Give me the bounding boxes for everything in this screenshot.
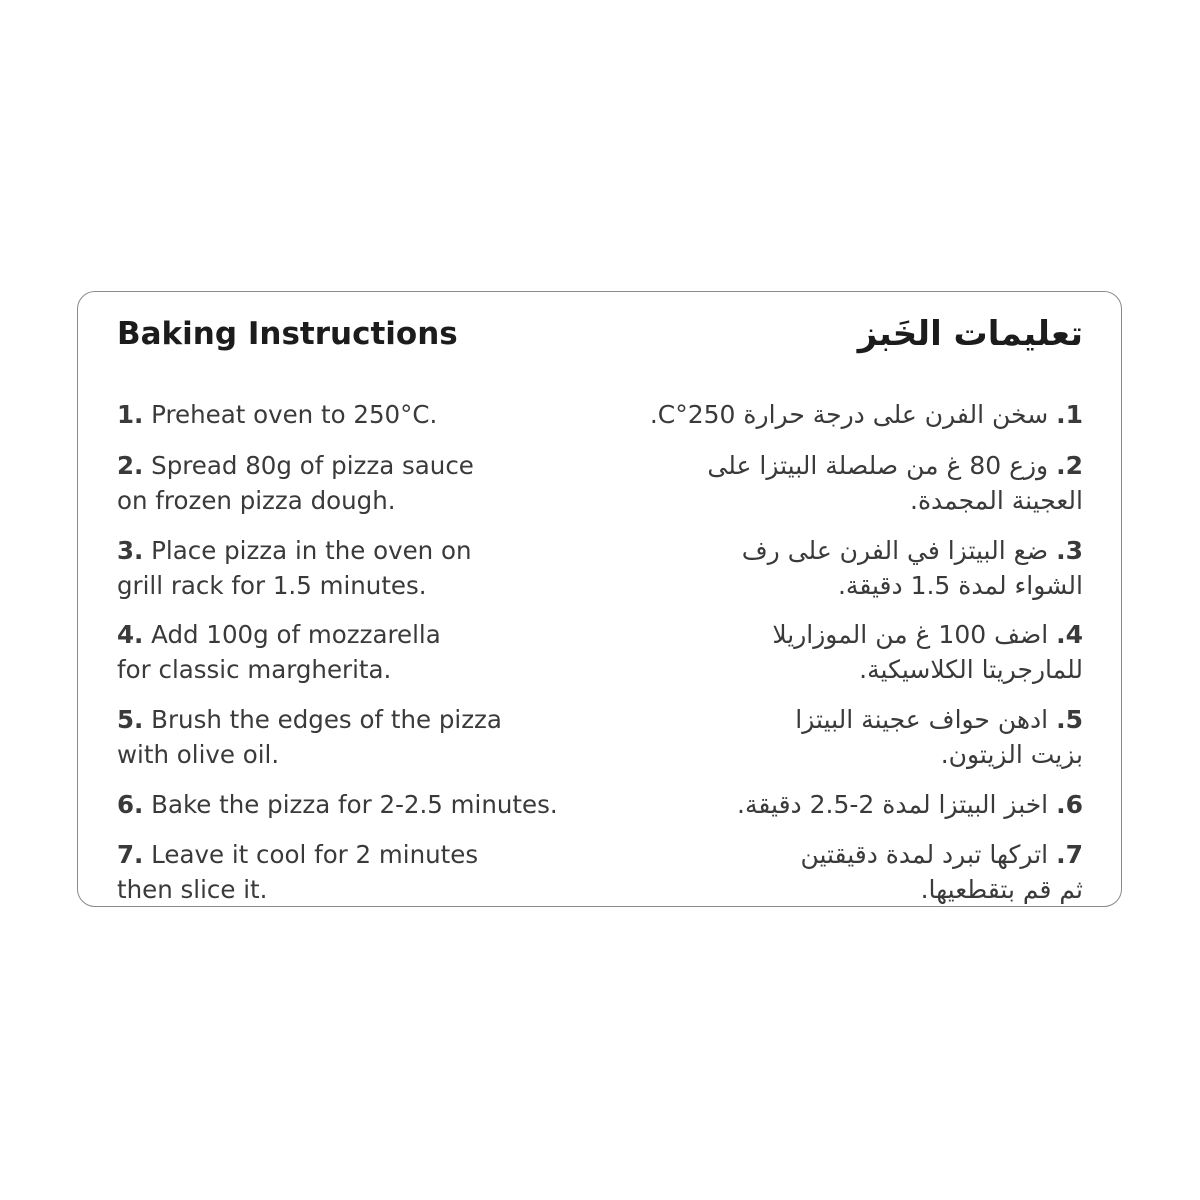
step-text-line2: on frozen pizza dough.	[117, 485, 396, 515]
step-text: سخن الفرن على درجة حرارة 250°C.	[649, 400, 1049, 429]
step-text: اضف 100 غ من الموزاريلا	[772, 620, 1049, 649]
step-text-line2: للمارجريتا الكلاسيكية.	[859, 654, 1083, 684]
english-step-6	[117, 788, 597, 823]
step-number: 2.	[117, 451, 144, 480]
step-number: 1.	[117, 400, 144, 429]
step-number: 2.	[1056, 451, 1083, 480]
english-step-1	[117, 398, 597, 433]
step-text: Add 100g of mozzarella	[151, 620, 441, 649]
step-text-line2: العجينة المجمدة.	[910, 485, 1083, 515]
step-number: 4.	[117, 620, 144, 649]
step-number: 7.	[1056, 840, 1083, 869]
english-step-4	[117, 618, 597, 687]
english-column	[117, 314, 597, 904]
step-number: 7.	[117, 840, 144, 869]
arabic-step-3	[603, 534, 1083, 603]
arabic-step-1	[603, 398, 1083, 433]
step-text: وزع 80 غ من صلصلة البيتزا على	[707, 451, 1049, 480]
arabic-column	[603, 314, 1083, 904]
arabic-step-5	[603, 703, 1083, 772]
step-number: 5.	[117, 705, 144, 734]
step-number: 3.	[1056, 536, 1083, 565]
step-number: 5.	[1056, 705, 1083, 734]
step-text: ضع البيتزا في الفرن على رف	[741, 536, 1049, 565]
step-number: 6.	[117, 790, 144, 819]
step-text: اخبز البيتزا لمدة 2-2.5 دقيقة.	[737, 790, 1049, 819]
english-step-5	[117, 703, 597, 772]
english-title: Baking Instructions	[117, 316, 458, 352]
english-step-2	[117, 449, 597, 518]
step-text: Leave it cool for 2 minutes	[151, 840, 479, 869]
step-number: 3.	[117, 536, 144, 565]
english-step-3	[117, 534, 597, 603]
arabic-step-7	[603, 838, 1083, 907]
step-text: Preheat oven to 250°C.	[151, 400, 438, 429]
step-text-line2: for classic margherita.	[117, 654, 392, 684]
step-number: 6.	[1056, 790, 1083, 819]
step-text: Spread 80g of pizza sauce	[151, 451, 474, 480]
step-text-line2: with olive oil.	[117, 739, 280, 769]
arabic-step-4	[603, 618, 1083, 687]
step-text: Place pizza in the oven on	[151, 536, 472, 565]
step-text-line2: الشواء لمدة 1.5 دقيقة.	[837, 570, 1083, 600]
arabic-step-2	[603, 449, 1083, 518]
step-text: Bake the pizza for 2-2.5 minutes.	[151, 790, 558, 819]
arabic-title: تعليمات الخَبز	[857, 314, 1083, 354]
step-text: ادهن حواف عجينة البيتزا	[795, 705, 1049, 734]
step-number: 4.	[1056, 620, 1083, 649]
step-text: Brush the edges of the pizza	[151, 705, 502, 734]
english-step-7	[117, 838, 597, 907]
instructions-card	[77, 291, 1122, 907]
step-number: 1.	[1056, 400, 1083, 429]
step-text-line2: ثم قم بتقطعيها.	[920, 874, 1083, 904]
step-text-line2: then slice it.	[117, 874, 268, 904]
step-text: اتركها تبرد لمدة دقيقتين	[800, 840, 1049, 869]
step-text-line2: grill rack for 1.5 minutes.	[117, 570, 427, 600]
step-text-line2: بزيت الزيتون.	[940, 739, 1083, 769]
arabic-step-6	[603, 788, 1083, 823]
